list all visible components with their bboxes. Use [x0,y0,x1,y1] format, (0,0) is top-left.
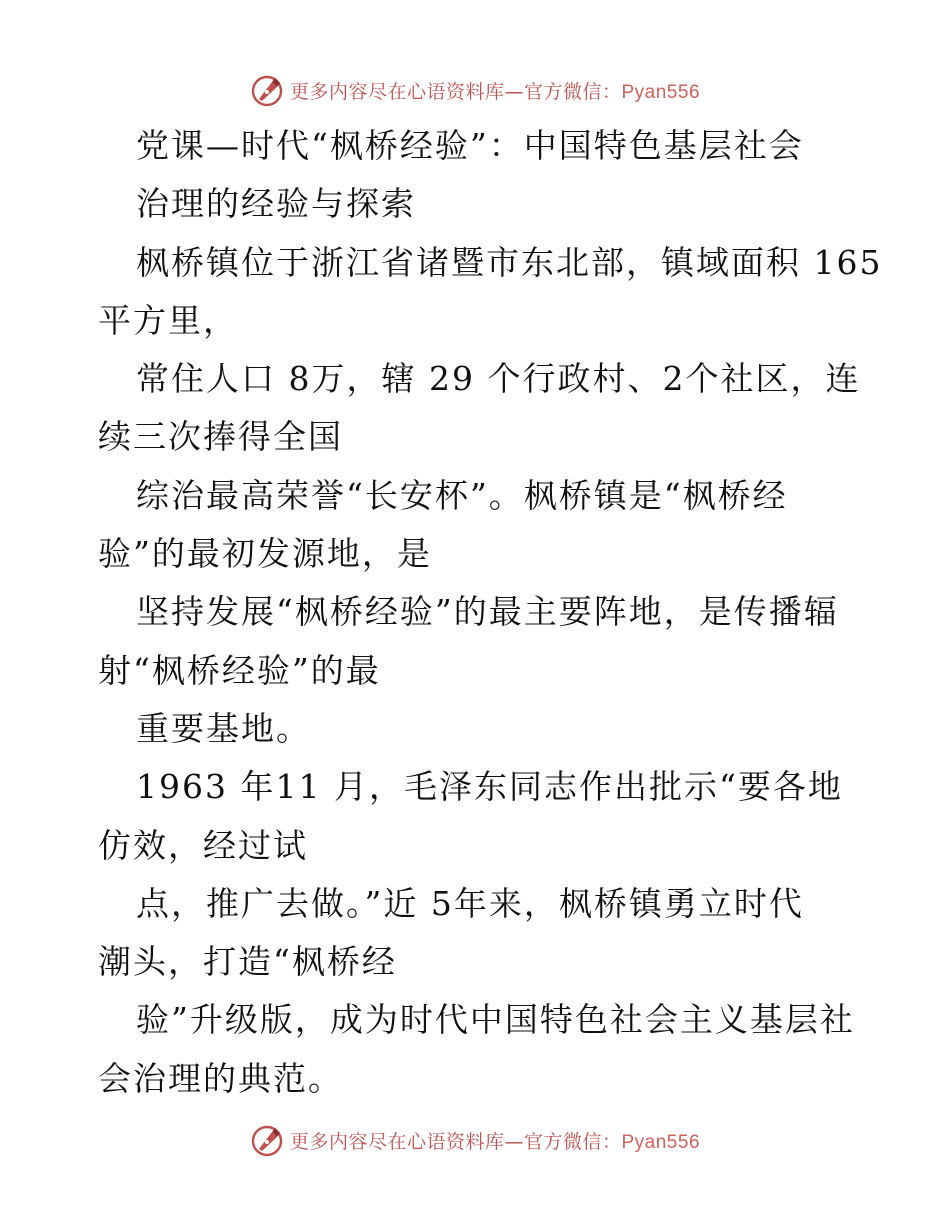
text-line: 1963 年11 月，毛泽东同志作出批示“要各地 [136,767,843,807]
header-banner [0,70,950,110]
pen-nib-logo-icon [250,1123,284,1157]
text-line: 枫桥镇位于浙江省诸暨市东北部，镇域面积 165 [136,242,883,282]
text-line: 平方里， [98,300,238,340]
text-line: 会治理的典范。 [98,1058,343,1098]
text-line: 验”升级版，成为时代中国特色社会主义基层社 [136,1000,855,1040]
text-line: 射“枫桥经验”的最 [98,650,381,690]
text-line: 常住人口 8万，辖 29 个行政村、2个社区，连 [136,359,861,399]
text-line: 点，推广去做。”近 5年来，枫桥镇勇立时代 [136,883,804,923]
header-banner-text [290,77,700,104]
text-line: 仿效，经过试 [98,825,308,865]
header-contact-id: Pyan556 [621,81,701,103]
header-banner-inner [250,73,700,107]
text-line: 综治最高荣誉“长安杯”。枫桥镇是“枫桥经 [136,475,788,515]
document-body [98,117,883,1108]
footer-contact-id: Pyan556 [621,1131,701,1153]
text-line: 潮头，打造“枫桥经 [98,942,397,982]
footer-banner-separator: — [504,1130,524,1153]
footer-banner-title: 更多内容尽在心语资料库 [289,1130,505,1153]
header-banner-separator: — [504,80,524,103]
text-line: 验”的最初发源地，是 [98,534,432,574]
footer-banner-inner [250,1123,700,1157]
header-banner-title: 更多内容尽在心语资料库 [289,80,505,103]
text-line: 治理的经验与探索 [136,184,416,224]
text-line: 重要基地。 [136,708,311,748]
footer-banner-text [290,1127,700,1154]
header-contact-label: 官方微信： [523,80,622,103]
text-line: 续三次捧得全国 [98,417,343,457]
footer-banner [0,1120,950,1160]
pen-nib-logo-icon [250,73,284,107]
text-line: 党课—时代“枫桥经验”：中国特色基层社会 [136,126,804,165]
text-line: 坚持发展“枫桥经验”的最主要阵地，是传播辐 [136,592,839,632]
footer-contact-label: 官方微信： [523,1130,622,1153]
